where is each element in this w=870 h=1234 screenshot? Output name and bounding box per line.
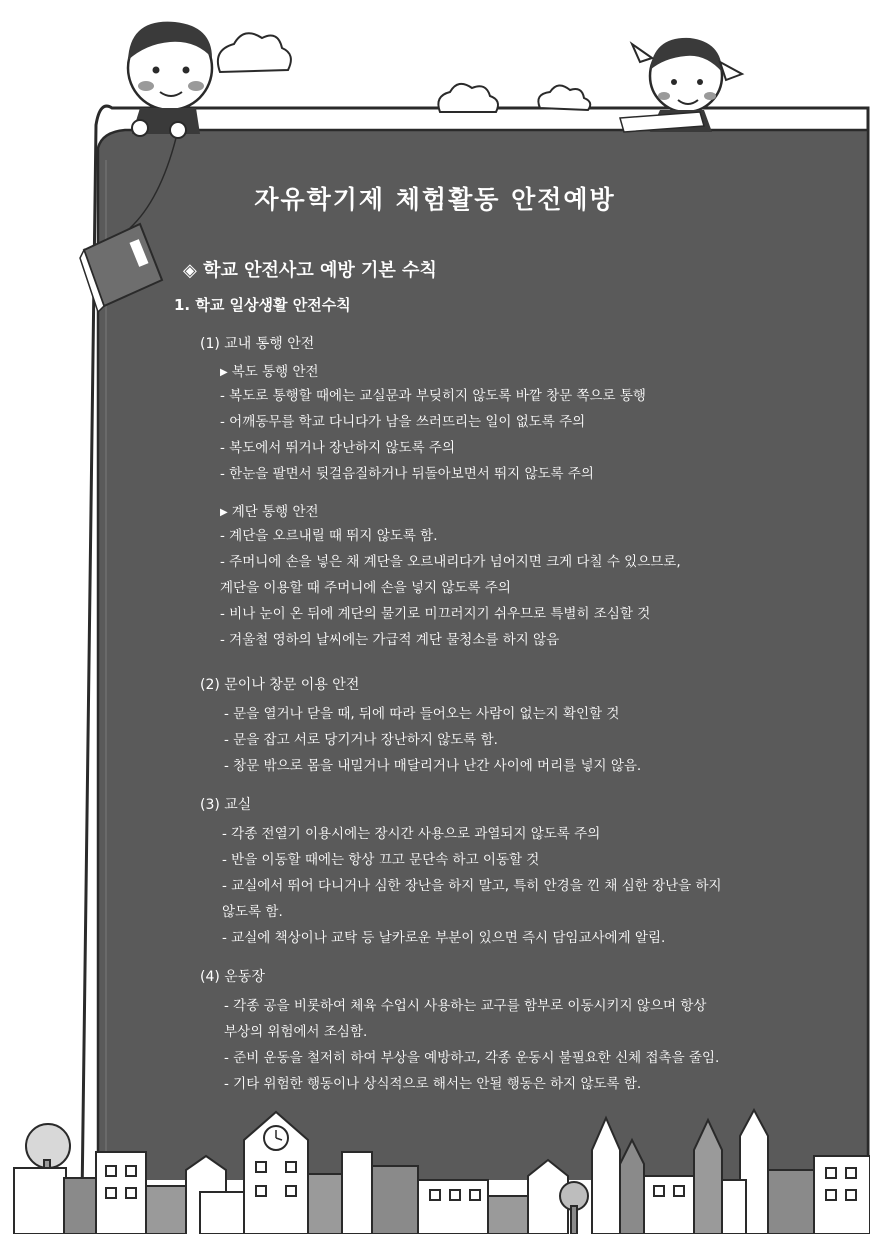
group-heading-label: 계단 통행 안전 bbox=[231, 504, 319, 520]
list-item: - 교실에 책상이나 교탁 등 날카로운 부분이 있으면 즉시 담임교사에게 알림. bbox=[222, 930, 666, 946]
list-item: - 문을 잡고 서로 당기거나 장난하지 않도록 함. bbox=[224, 732, 498, 748]
subsection-title: (1) 교내 통행 안전 bbox=[200, 336, 315, 352]
subsection-title: (2) 문이나 창문 이용 안전 bbox=[200, 677, 360, 693]
list-item: - 겨울철 영하의 날씨에는 가급적 계단 물청소를 하지 않음 bbox=[220, 632, 560, 648]
list-item: - 문을 열거나 닫을 때, 뒤에 따라 들어오는 사람이 없는지 확인할 것 bbox=[224, 706, 620, 722]
list-item: - 어깨동무를 학교 다니다가 남을 쓰러뜨리는 일이 없도록 주의 bbox=[220, 414, 586, 430]
list-item: - 각종 전열기 이용시에는 장시간 사용으로 과열되지 않도록 주의 bbox=[222, 826, 601, 842]
list-item: - 창문 밖으로 몸을 내밀거나 매달리거나 난간 사이에 머리를 넣지 않음. bbox=[224, 758, 642, 774]
list-item: - 복도에서 뛰거나 장난하지 않도록 주의 bbox=[220, 440, 455, 456]
group-heading bbox=[220, 500, 319, 520]
list-item: - 각종 공을 비롯하여 체육 수업시 사용하는 교구를 함부로 이동시키지 않으며 항상 bbox=[224, 998, 707, 1014]
subsection-title: (3) 교실 bbox=[200, 797, 252, 813]
list-item: - 준비 운동을 철저히 하여 부상을 예방하고, 각종 운동시 불필요한 신체 접촉을 줄임. bbox=[224, 1050, 720, 1066]
clock-tower-icon bbox=[244, 1112, 308, 1234]
group-heading-label: 복도 통행 안전 bbox=[231, 364, 319, 380]
group-heading bbox=[220, 360, 319, 380]
section-subheading: 1. 학교 일상생활 안전수칙 bbox=[174, 296, 351, 314]
list-item: 계단을 이용할 때 주머니에 손을 넣지 않도록 주의 bbox=[220, 580, 511, 596]
triangle-bullet-icon: ▶ bbox=[220, 367, 228, 378]
subsection-title: (4) 운동장 bbox=[200, 969, 265, 985]
list-item: - 교실에서 뛰어 다니거나 심한 장난을 하지 말고, 특히 안경을 낀 채 심한 장난을 하지 bbox=[222, 878, 722, 894]
list-item: - 기타 위험한 행동이나 상식적으로 해서는 안될 행동은 하지 않도록 함. bbox=[224, 1076, 642, 1092]
cloud-icon bbox=[218, 33, 590, 112]
list-item: - 반을 이동할 때에는 항상 끄고 문단속 하고 이동할 것 bbox=[222, 852, 540, 868]
list-item: 않도록 함. bbox=[222, 904, 283, 920]
list-item: 부상의 위험에서 조심함. bbox=[224, 1024, 368, 1040]
section-heading: ◈ 학교 안전사고 예방 기본 수칙 bbox=[183, 260, 437, 281]
list-item: - 계단을 오르내릴 때 뛰지 않도록 함. bbox=[220, 528, 438, 544]
list-item: - 비나 눈이 온 뒤에 계단의 물기로 미끄러지기 쉬우므로 특별히 조심할 것 bbox=[220, 606, 651, 622]
list-item: - 복도로 통행할 때에는 교실문과 부딪히지 않도록 바깥 창문 쪽으로 통행 bbox=[220, 388, 646, 404]
triangle-bullet-icon: ▶ bbox=[220, 507, 228, 518]
list-item: - 주머니에 손을 넣은 채 계단을 오르내리다가 넘어지면 크게 다칠 수 있으므로, bbox=[220, 554, 681, 570]
page-title: 자유학기제 체험활동 안전예방 bbox=[254, 185, 616, 214]
list-item: - 한눈을 팔면서 뒷걸음질하거나 뒤돌아보면서 뛰지 않도록 주의 bbox=[220, 466, 594, 482]
